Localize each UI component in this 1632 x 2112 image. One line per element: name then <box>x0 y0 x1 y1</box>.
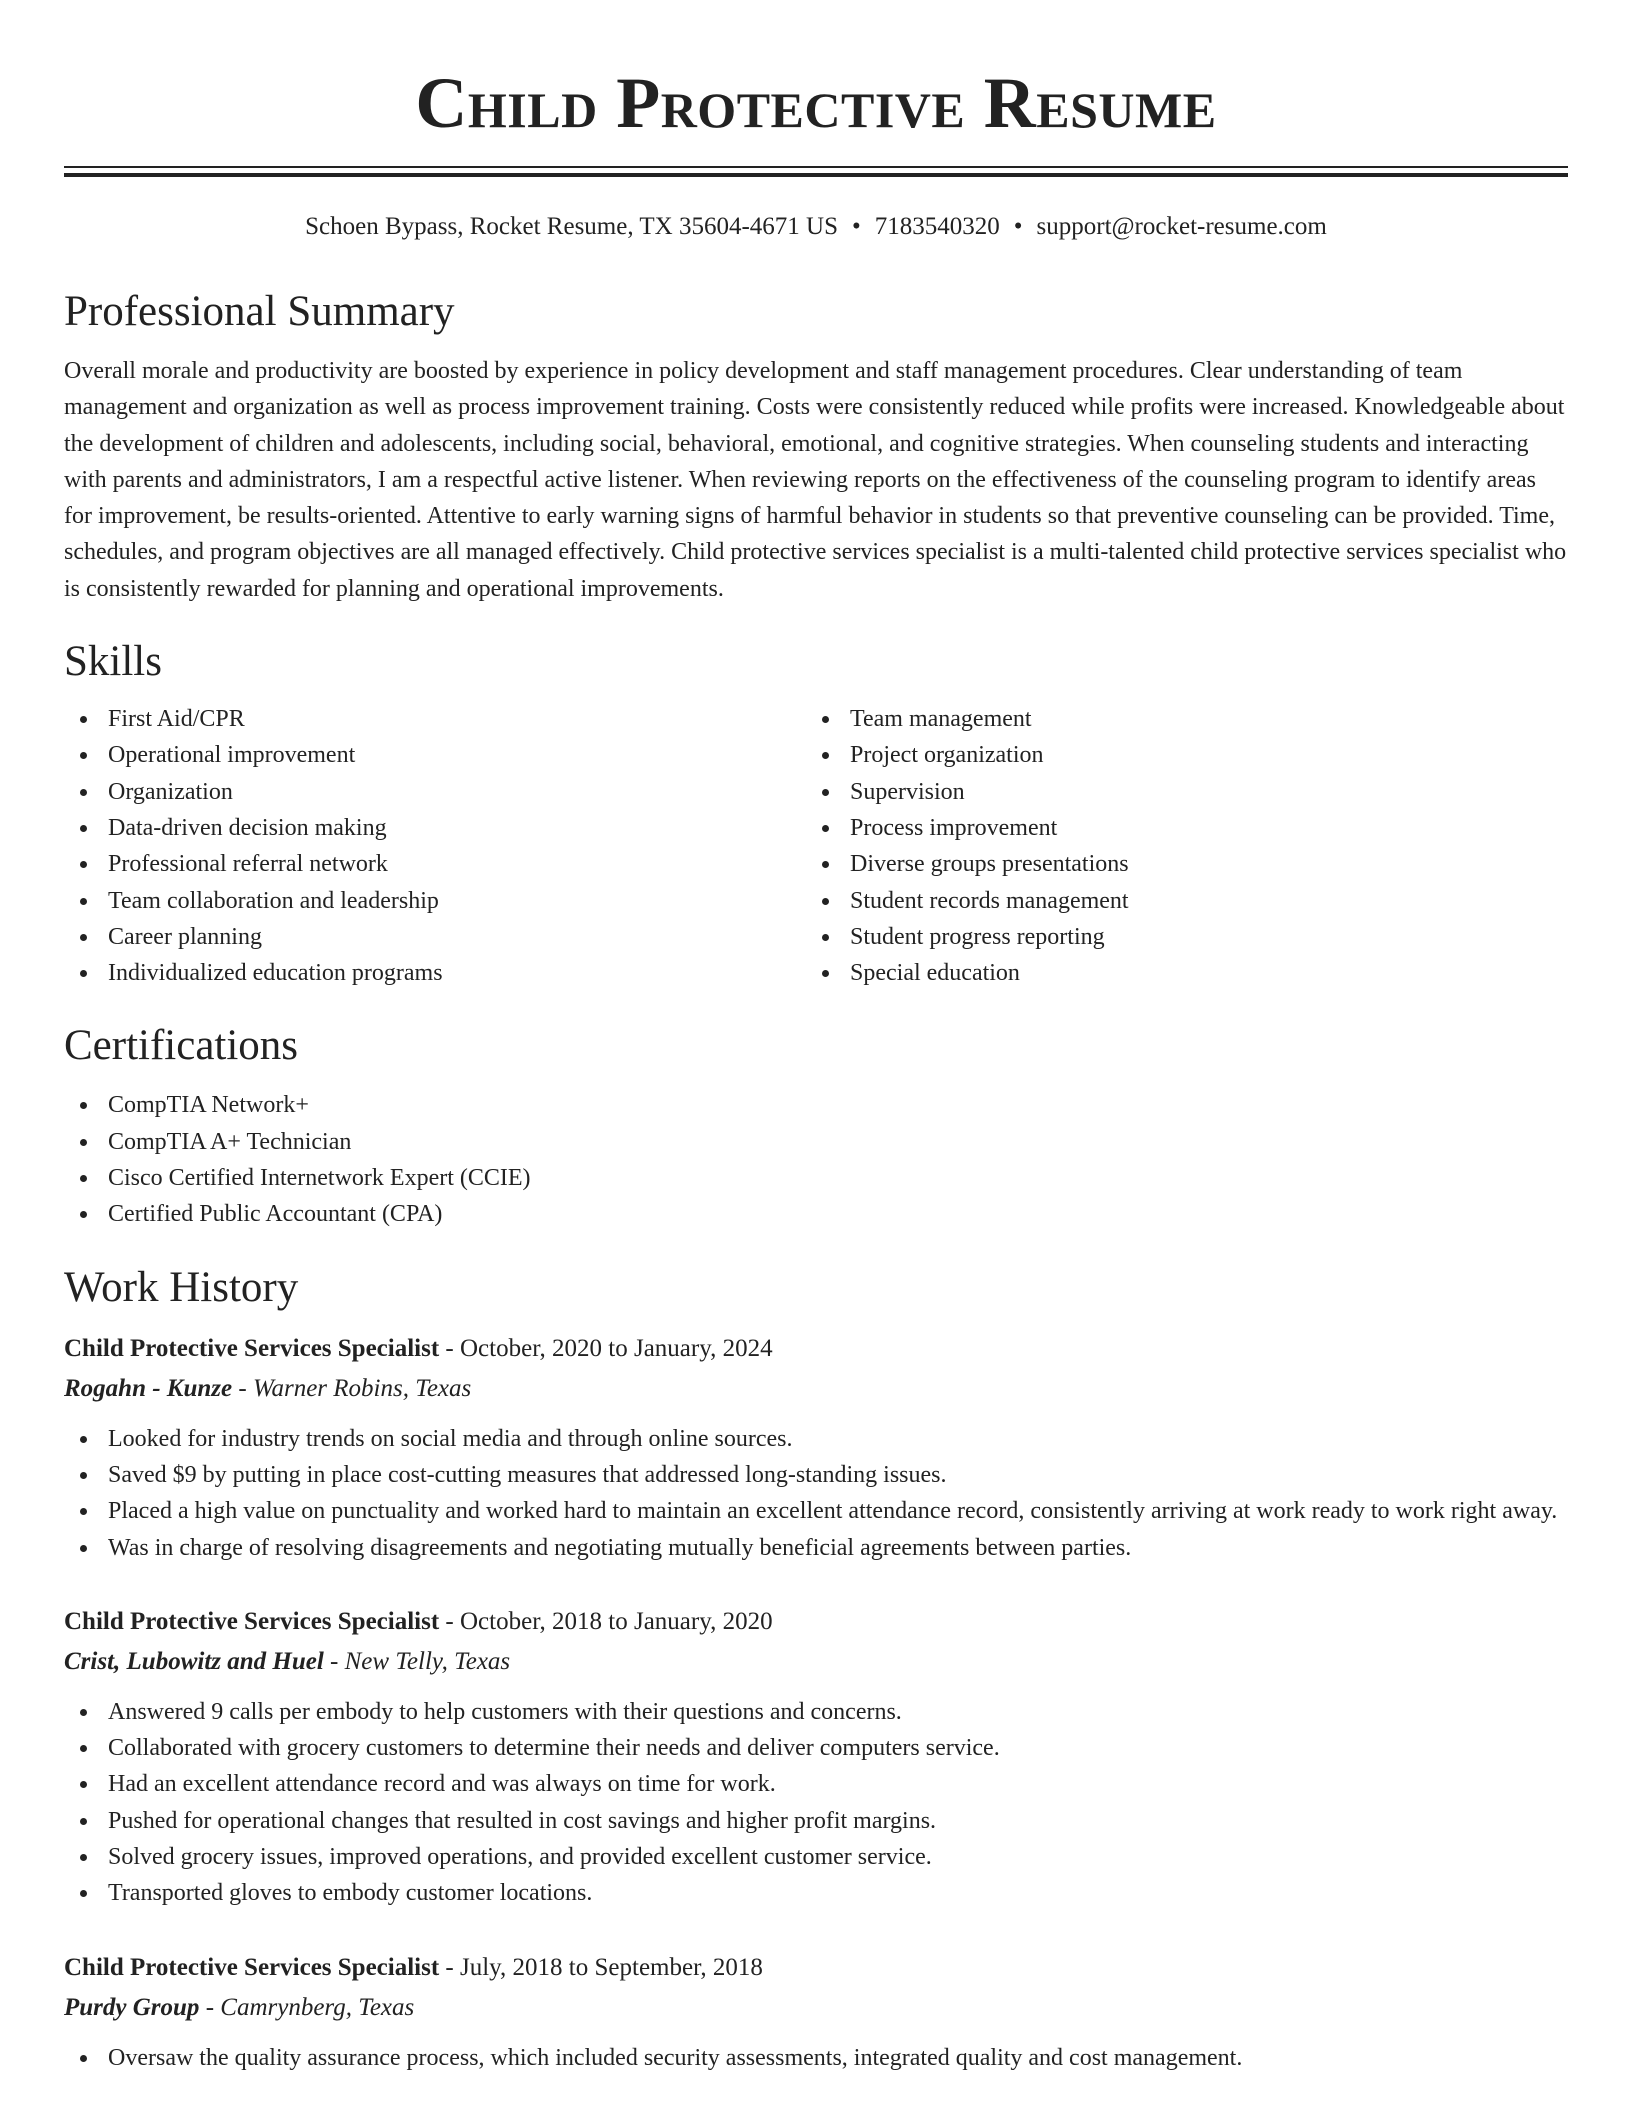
job-duty: Placed a high value on punctuality and worked hard to maintain an excellent attendance record, consistently arriving at work ready to work right away. <box>64 1493 1568 1529</box>
job-dates: - July, 2018 to September, 2018 <box>439 1953 763 1981</box>
skills-heading: Skills <box>64 638 162 686</box>
company-name: Purdy Group <box>64 1993 200 2021</box>
contact-line <box>64 211 1568 243</box>
skills-list-right <box>806 701 1548 991</box>
job-duty: Saved $9 by putting in place cost-cutting measures that addressed long-standing issues. <box>64 1457 1568 1493</box>
skills-grid <box>64 701 1568 991</box>
skill-item: Project organization <box>806 737 1548 773</box>
phone-text: 7183540320 <box>874 213 1000 240</box>
resume-page <box>64 0 1568 2076</box>
job-duty: Solved grocery issues, improved operations, and provided excellent customer service. <box>64 1839 1568 1875</box>
job-company-line <box>64 1642 1568 1682</box>
work-history-heading: Work History <box>64 1263 299 1311</box>
job-duties-list <box>64 1694 1568 1912</box>
job-entry <box>64 1602 1568 1912</box>
skill-item: Individualized education programs <box>64 955 806 991</box>
job-header <box>64 1329 1568 1369</box>
job-header <box>64 1602 1568 1642</box>
job-title: Child Protective Services Specialist <box>64 1953 440 1981</box>
skill-item: Team collaboration and leadership <box>64 883 806 919</box>
contact-separator: • <box>1013 213 1023 240</box>
job-duty: Answered 9 calls per embody to help customers with their questions and concerns. <box>64 1694 1568 1730</box>
skill-item: Diverse groups presentations <box>806 846 1548 882</box>
job-company-line <box>64 1988 1568 2028</box>
certification-item: Certified Public Accountant (CPA) <box>64 1196 1568 1232</box>
job-duty: Had an excellent attendance record and was always on time for work. <box>64 1766 1568 1802</box>
skill-item: Team management <box>806 701 1548 737</box>
summary-heading: Professional Summary <box>64 288 455 335</box>
skill-item: Organization <box>64 774 806 810</box>
company-location: - New Telly, Texas <box>323 1647 511 1675</box>
contact-separator: • <box>852 213 861 240</box>
job-dates: - October, 2020 to January, 2024 <box>439 1334 773 1362</box>
skill-item: Student progress reporting <box>806 919 1548 955</box>
job-header <box>64 1948 1568 1988</box>
skill-item: Operational improvement <box>64 737 806 773</box>
skill-item: Data-driven decision making <box>64 810 806 846</box>
job-duty: Oversaw the quality assurance process, which included security assessments, integrated quality and cost management. <box>64 2040 1568 2076</box>
job-duty: Was in charge of resolving disagreements and negotiating mutually beneficial agreements between parties. <box>64 1530 1568 1566</box>
skill-item: Supervision <box>806 774 1548 810</box>
summary-text: Overall morale and productivity are boosted by experience in policy development and staff management procedures. Clear understanding of team management and organization as well as process improvement training. Costs were consistently reduced while profits were increased. Knowledgeable about the development of children and adolescents, including social, behavioral, emotional, and cognitive strategies. When counseling students and interacting with parents and administrators, I am a respectful active listener. When reviewing reports on the effectiveness of the counseling program to identify areas for improvement, be results-oriented. Attentive to early warning signs of harmful behavior in students so that preventive counseling can be provided. Time, schedules, and program objectives are all managed effectively. Child protective services specialist is a multi-talented child protective services specialist who is consistently rewarded for planning and operational improvements. <box>64 358 1567 602</box>
company-name: Crist, Lubowitz and Huel <box>64 1647 324 1675</box>
skills-list-left <box>64 701 806 991</box>
skill-item: Career planning <box>64 919 806 955</box>
email-link[interactable]: support@rocket-resume.com <box>1036 213 1327 240</box>
job-duty: Collaborated with grocery customers to determine their needs and deliver computers service. <box>64 1730 1568 1766</box>
company-location: - Warner Robins, Texas <box>232 1374 472 1402</box>
job-duties-list <box>64 1421 1568 1566</box>
certification-item: CompTIA Network+ <box>64 1087 1568 1123</box>
skill-item: Special education <box>806 955 1548 991</box>
address-text: Schoen Bypass, Rocket Resume, TX 35604-4671 US <box>305 213 838 240</box>
job-entry <box>64 1948 1568 2076</box>
skill-item: First Aid/CPR <box>64 701 806 737</box>
company-name: Rogahn - Kunze <box>64 1374 233 1402</box>
job-dates: - October, 2018 to January, 2020 <box>439 1607 773 1635</box>
job-title: Child Protective Services Specialist <box>64 1607 440 1635</box>
job-entry <box>64 1329 1568 1566</box>
skill-item: Professional referral network <box>64 846 806 882</box>
skill-item: Process improvement <box>806 810 1548 846</box>
certifications-heading: Certifications <box>64 1022 299 1070</box>
job-company-line <box>64 1369 1568 1409</box>
job-title: Child Protective Services Specialist <box>64 1334 440 1362</box>
certification-item: CompTIA A+ Technician <box>64 1124 1568 1160</box>
skill-item: Student records management <box>806 883 1548 919</box>
job-duties-list <box>64 2040 1568 2076</box>
resume-title: Child Protective Resume <box>415 63 1217 143</box>
job-duty: Looked for industry trends on social media and through online sources. <box>64 1421 1568 1457</box>
job-duty: Transported gloves to embody customer locations. <box>64 1875 1568 1911</box>
job-duty: Pushed for operational changes that resulted in cost savings and higher profit margins. <box>64 1803 1568 1839</box>
title-divider <box>64 166 1568 177</box>
certification-item: Cisco Certified Internetwork Expert (CCIE) <box>64 1160 1568 1196</box>
certifications-list <box>64 1087 1568 1232</box>
company-location: - Camrynberg, Texas <box>199 1993 415 2021</box>
